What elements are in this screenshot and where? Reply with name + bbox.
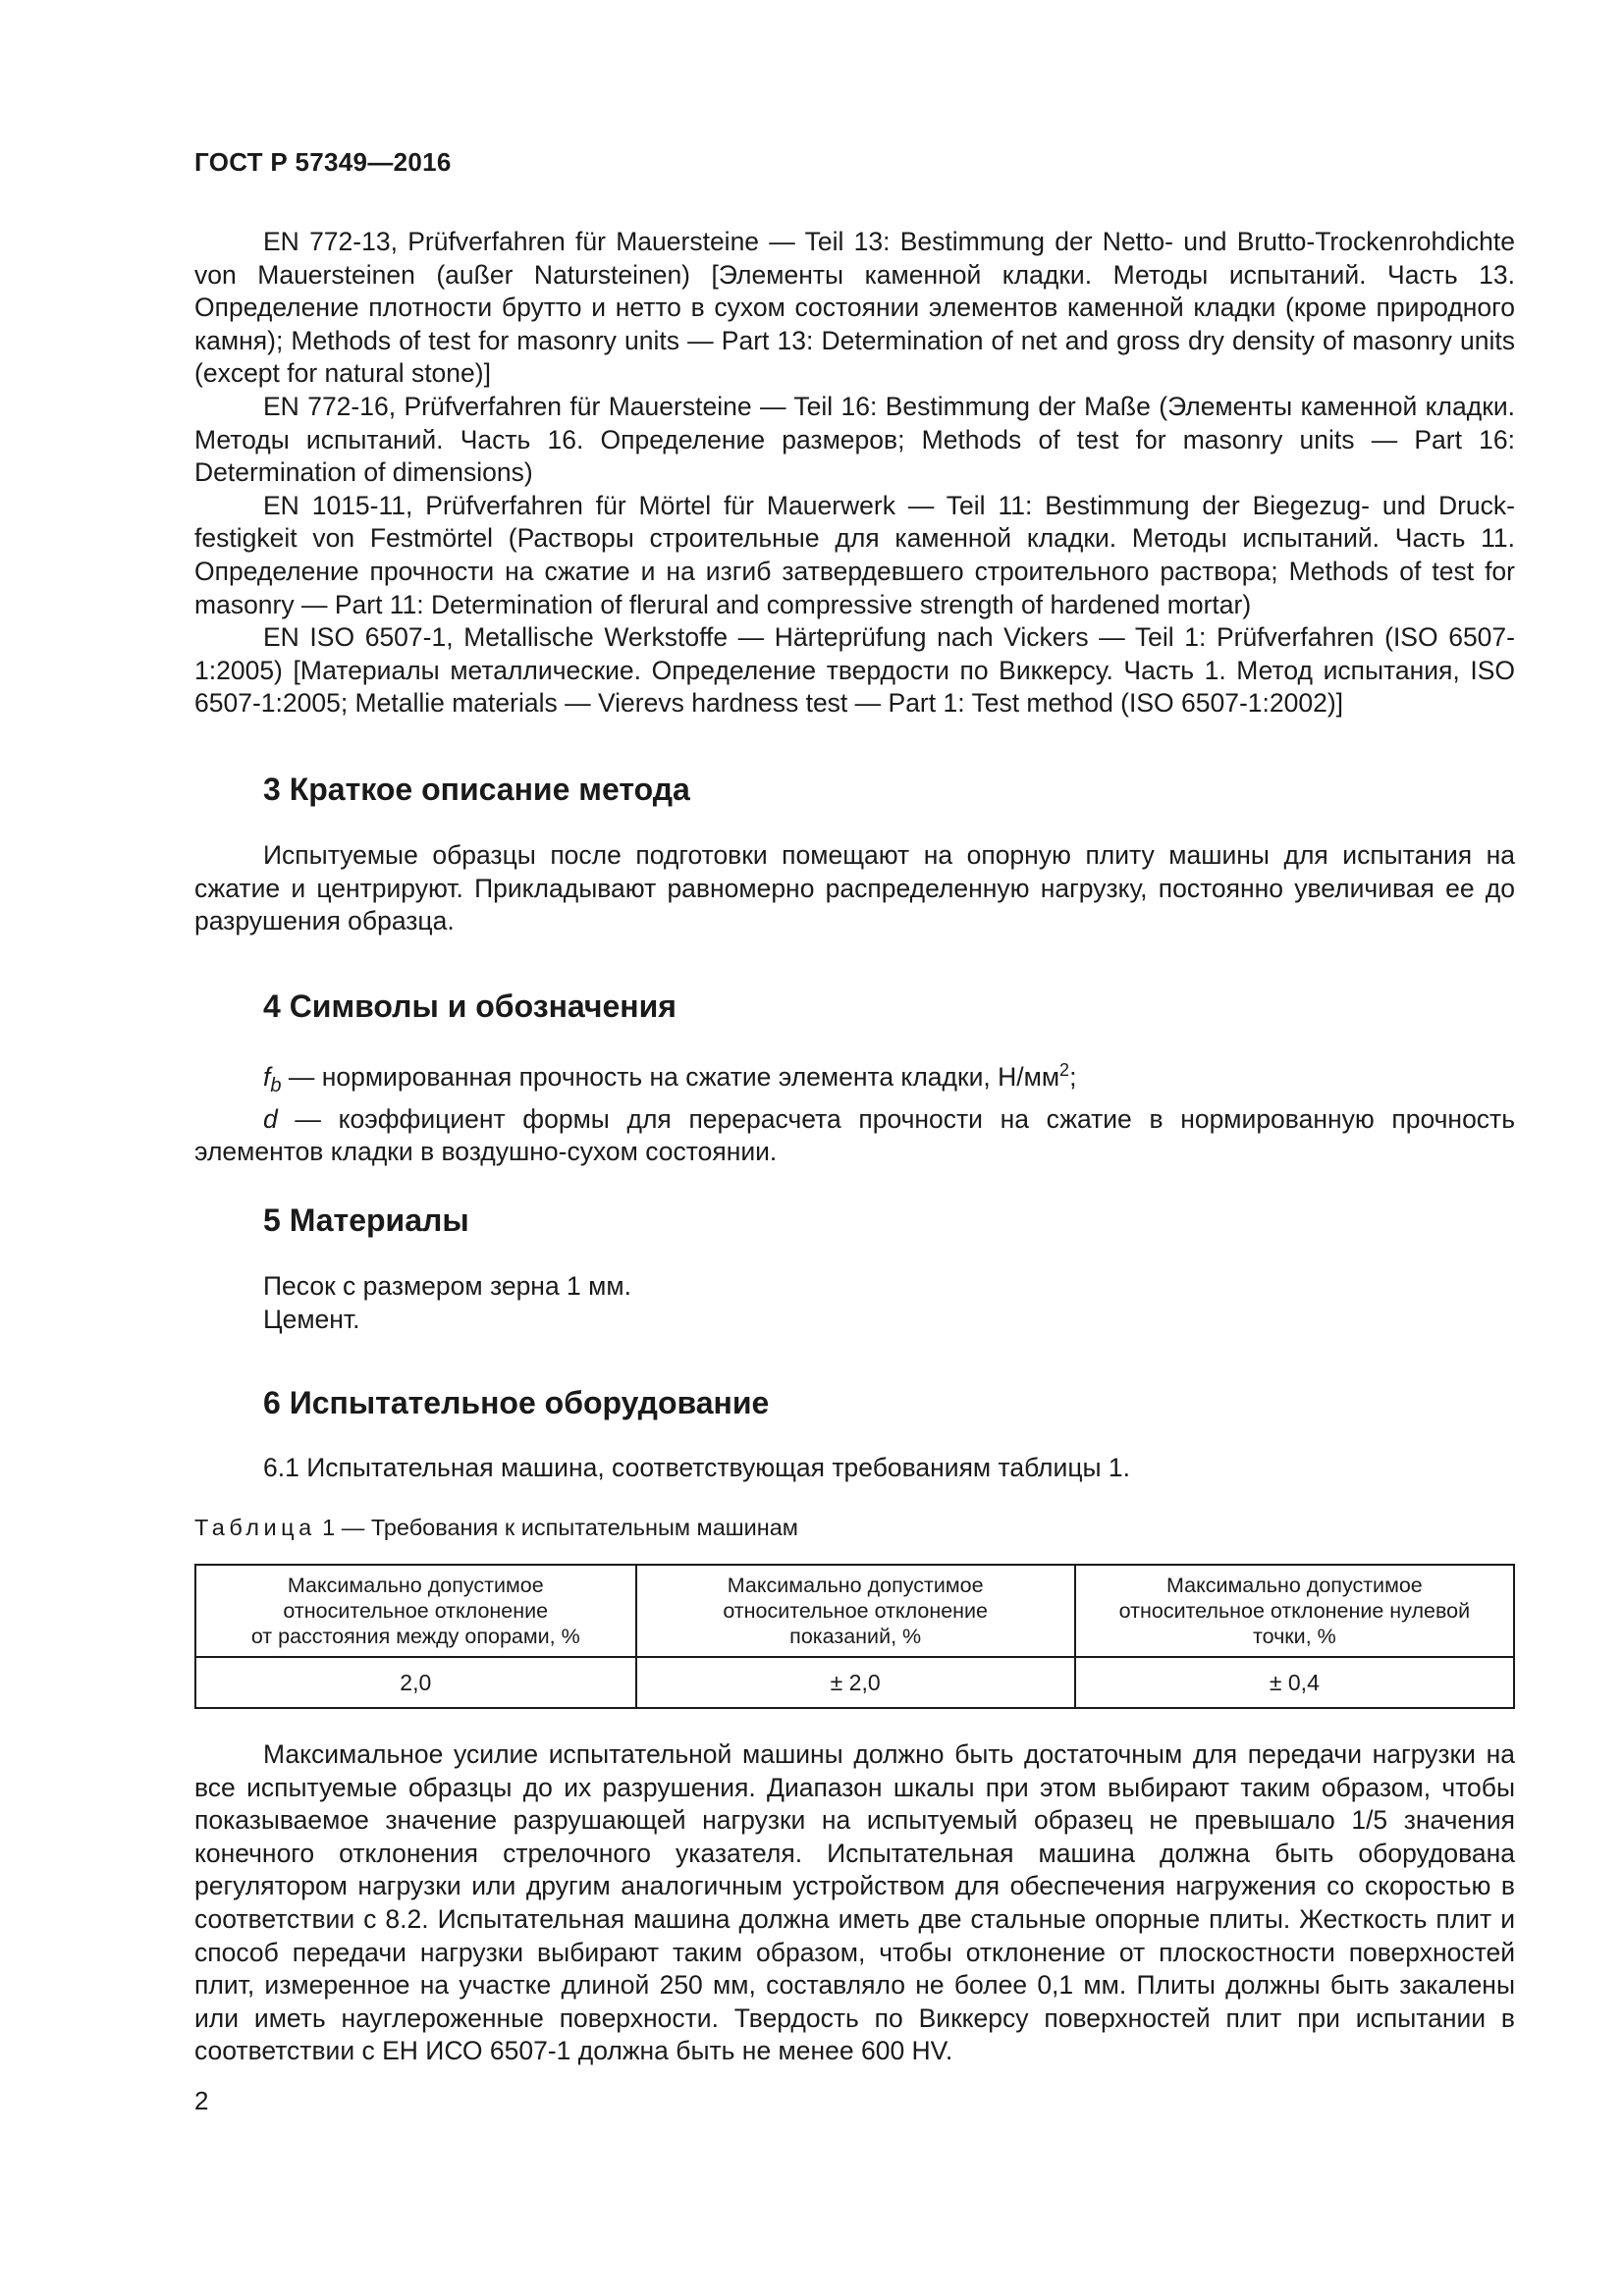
section-3-body [194, 839, 1515, 938]
reference-en-772-16: EN 772-16, Prüfverfahren für Mauersteine — Teil 16: Bestimmung der Maße (Элементы каменной кладки. Методы испытаний. Часть 16. Определение размеров; Methods of test for masonry units — Part 16: Determination of dimensions) [194, 391, 1515, 488]
header-line: Максимально допустимое [727, 1574, 984, 1597]
section-5-body [194, 1270, 1515, 1336]
table-row [195, 1657, 1514, 1708]
symbol-fb-end: ; [1069, 1061, 1077, 1092]
table-header-cell [636, 1565, 1075, 1657]
section-3-text: Испытуемые образцы после подготовки помещают на опорную плиту машины для испытания на сжатие и центрируют. Прикладывают равномерно распределенную нагрузку, постоянно увеличивая ее до разрушения образца. [194, 840, 1515, 936]
header-line: от расстояния между опорами, % [250, 1625, 580, 1648]
symbol-fb-definition [194, 1054, 1515, 1103]
symbol-f: f [263, 1061, 271, 1092]
header-line: относительное отклонение нулевой [1118, 1599, 1471, 1623]
section-6-intro: 6.1 Испытательная машина, соответствующая требованиям таблицы 1. [263, 1453, 1131, 1482]
table-header-cell [1075, 1565, 1514, 1657]
header-line: относительное отклонение [723, 1599, 988, 1623]
section-6-details [194, 1738, 1515, 2068]
section-4-title: 4 Символы и обозначения [263, 988, 677, 1024]
table-caption-label: Таблица [194, 1515, 316, 1540]
header-line: точки, % [1252, 1625, 1336, 1648]
reference-en-iso-6507-1: EN ISO 6507-1, Metallische Werkstoffe — Härteprüfung nach Vickers — Teil 1: Prüfverfahren (ISO 6507-1:2005) [Материалы металлические. Определение твердости по Виккерсу. Часть 1. Метод испытания, ISO 6507-1:2005; Metallie materials — Vierevs hardness test — Part 1: Test method (ISO 6507-1:2002)] [194, 622, 1515, 719]
section-5-title: 5 Материалы [263, 1202, 469, 1238]
reference-en-1015-11: EN 1015-11, Prüfverfahren für Mörtel für Mauerwerk — Teil 11: Bestimmung der Biegezug- und Druck-festigkeit von Festmörtel (Растворы строительные для каменной кладки. Методы испытаний. Часть 11. Определение прочности на сжатие и на изгиб затвердевшего строительного раствора; Methods of test for masonry — Part 11: Determination of flerural and compressive strength of hardened mortar) [194, 490, 1515, 619]
header-line: Максимально допустимое [1166, 1574, 1423, 1597]
normative-references [194, 226, 1515, 721]
header-line: относительное отклонение [283, 1599, 549, 1623]
requirements-table [194, 1564, 1515, 1709]
table-header-cell [195, 1565, 636, 1657]
table-header-row [195, 1565, 1514, 1657]
symbol-d-text: — коэффициент формы для перерасчета прочности на сжатие в нормированную прочность элементов кладки в воздушно-сухом состоянии. [194, 1103, 1515, 1167]
unit-superscript: 2 [1059, 1060, 1070, 1080]
header-line: Максимально допустимое [287, 1574, 544, 1597]
symbol-f-subscript: b [270, 1075, 282, 1097]
machine-requirements-text: Максимальное усилие испытательной машины должно быть достаточным для передачи нагрузки на все испытуемые образцы до их разрушения. Диапазон шкалы при этом выбирают таким образом, чтобы показываемое значение разрушающей нагрузки на испытуемый образец не превышало 1/5 значения конечного отклонения стрелочного указателя. Испытательная машина должна быть оборудована регулятором нагрузки или другим аналогичным устройством для обеспечения нагружения со скоростью в соответствии с 8.2. Испытательная машина должна иметь две стальные опорные плиты. Жесткость плит и способ передачи нагрузки выбирают таким образом, чтобы отклонение от плоскостности поверхностей плит, измеренное на участке длиной 250 мм, составляло не более 0,1 мм. Плиты должны быть закалены или иметь науглероженные поверхности. Твердость по Виккерсу поверхностей плит при испытании в соответствии с ЕН ИСО 6507-1 должна быть не менее 600 HV. [194, 1739, 1515, 2066]
symbol-fb-text: — нормированная прочность на сжатие элемента кладки, Н/мм [281, 1061, 1060, 1092]
material-cement: Цемент. [263, 1304, 360, 1334]
symbol-d: d [263, 1103, 278, 1134]
document-code-header: ГОСТ Р 57349—2016 [194, 147, 452, 177]
table-caption [194, 1515, 798, 1541]
material-sand: Песок с размером зерна 1 мм. [263, 1271, 631, 1301]
table-cell: ± 2,0 [636, 1657, 1075, 1708]
table-cell: ± 0,4 [1075, 1657, 1514, 1708]
page-number: 2 [194, 2086, 209, 2115]
header-line: показаний, % [789, 1625, 922, 1648]
section-6-body [194, 1452, 1515, 1485]
section-4-body [194, 1054, 1515, 1169]
table-cell: 2,0 [195, 1657, 636, 1708]
section-6-title: 6 Испытательное оборудование [263, 1385, 770, 1420]
table-caption-text: 1 — Требования к испытательным машинам [315, 1515, 798, 1540]
symbol-d-definition [194, 1103, 1515, 1169]
reference-en-772-13: EN 772-13, Prüfverfahren für Mauersteine — Teil 13: Bestimmung der Netto- und Brutto-Trockenrohdichte von Mauersteinen (außer Natursteinen) [Элементы каменной кладки. Методы испытаний. Часть 13. Определение плотности брутто и нетто в сухом состоянии элементов каменной кладки (кроме природного камня); Methods of test for masonry units — Part 13: Determination of net and gross dry density of masonry units (except for natural stone)] [194, 227, 1515, 389]
section-3-title: 3 Краткое описание метода [263, 772, 690, 807]
